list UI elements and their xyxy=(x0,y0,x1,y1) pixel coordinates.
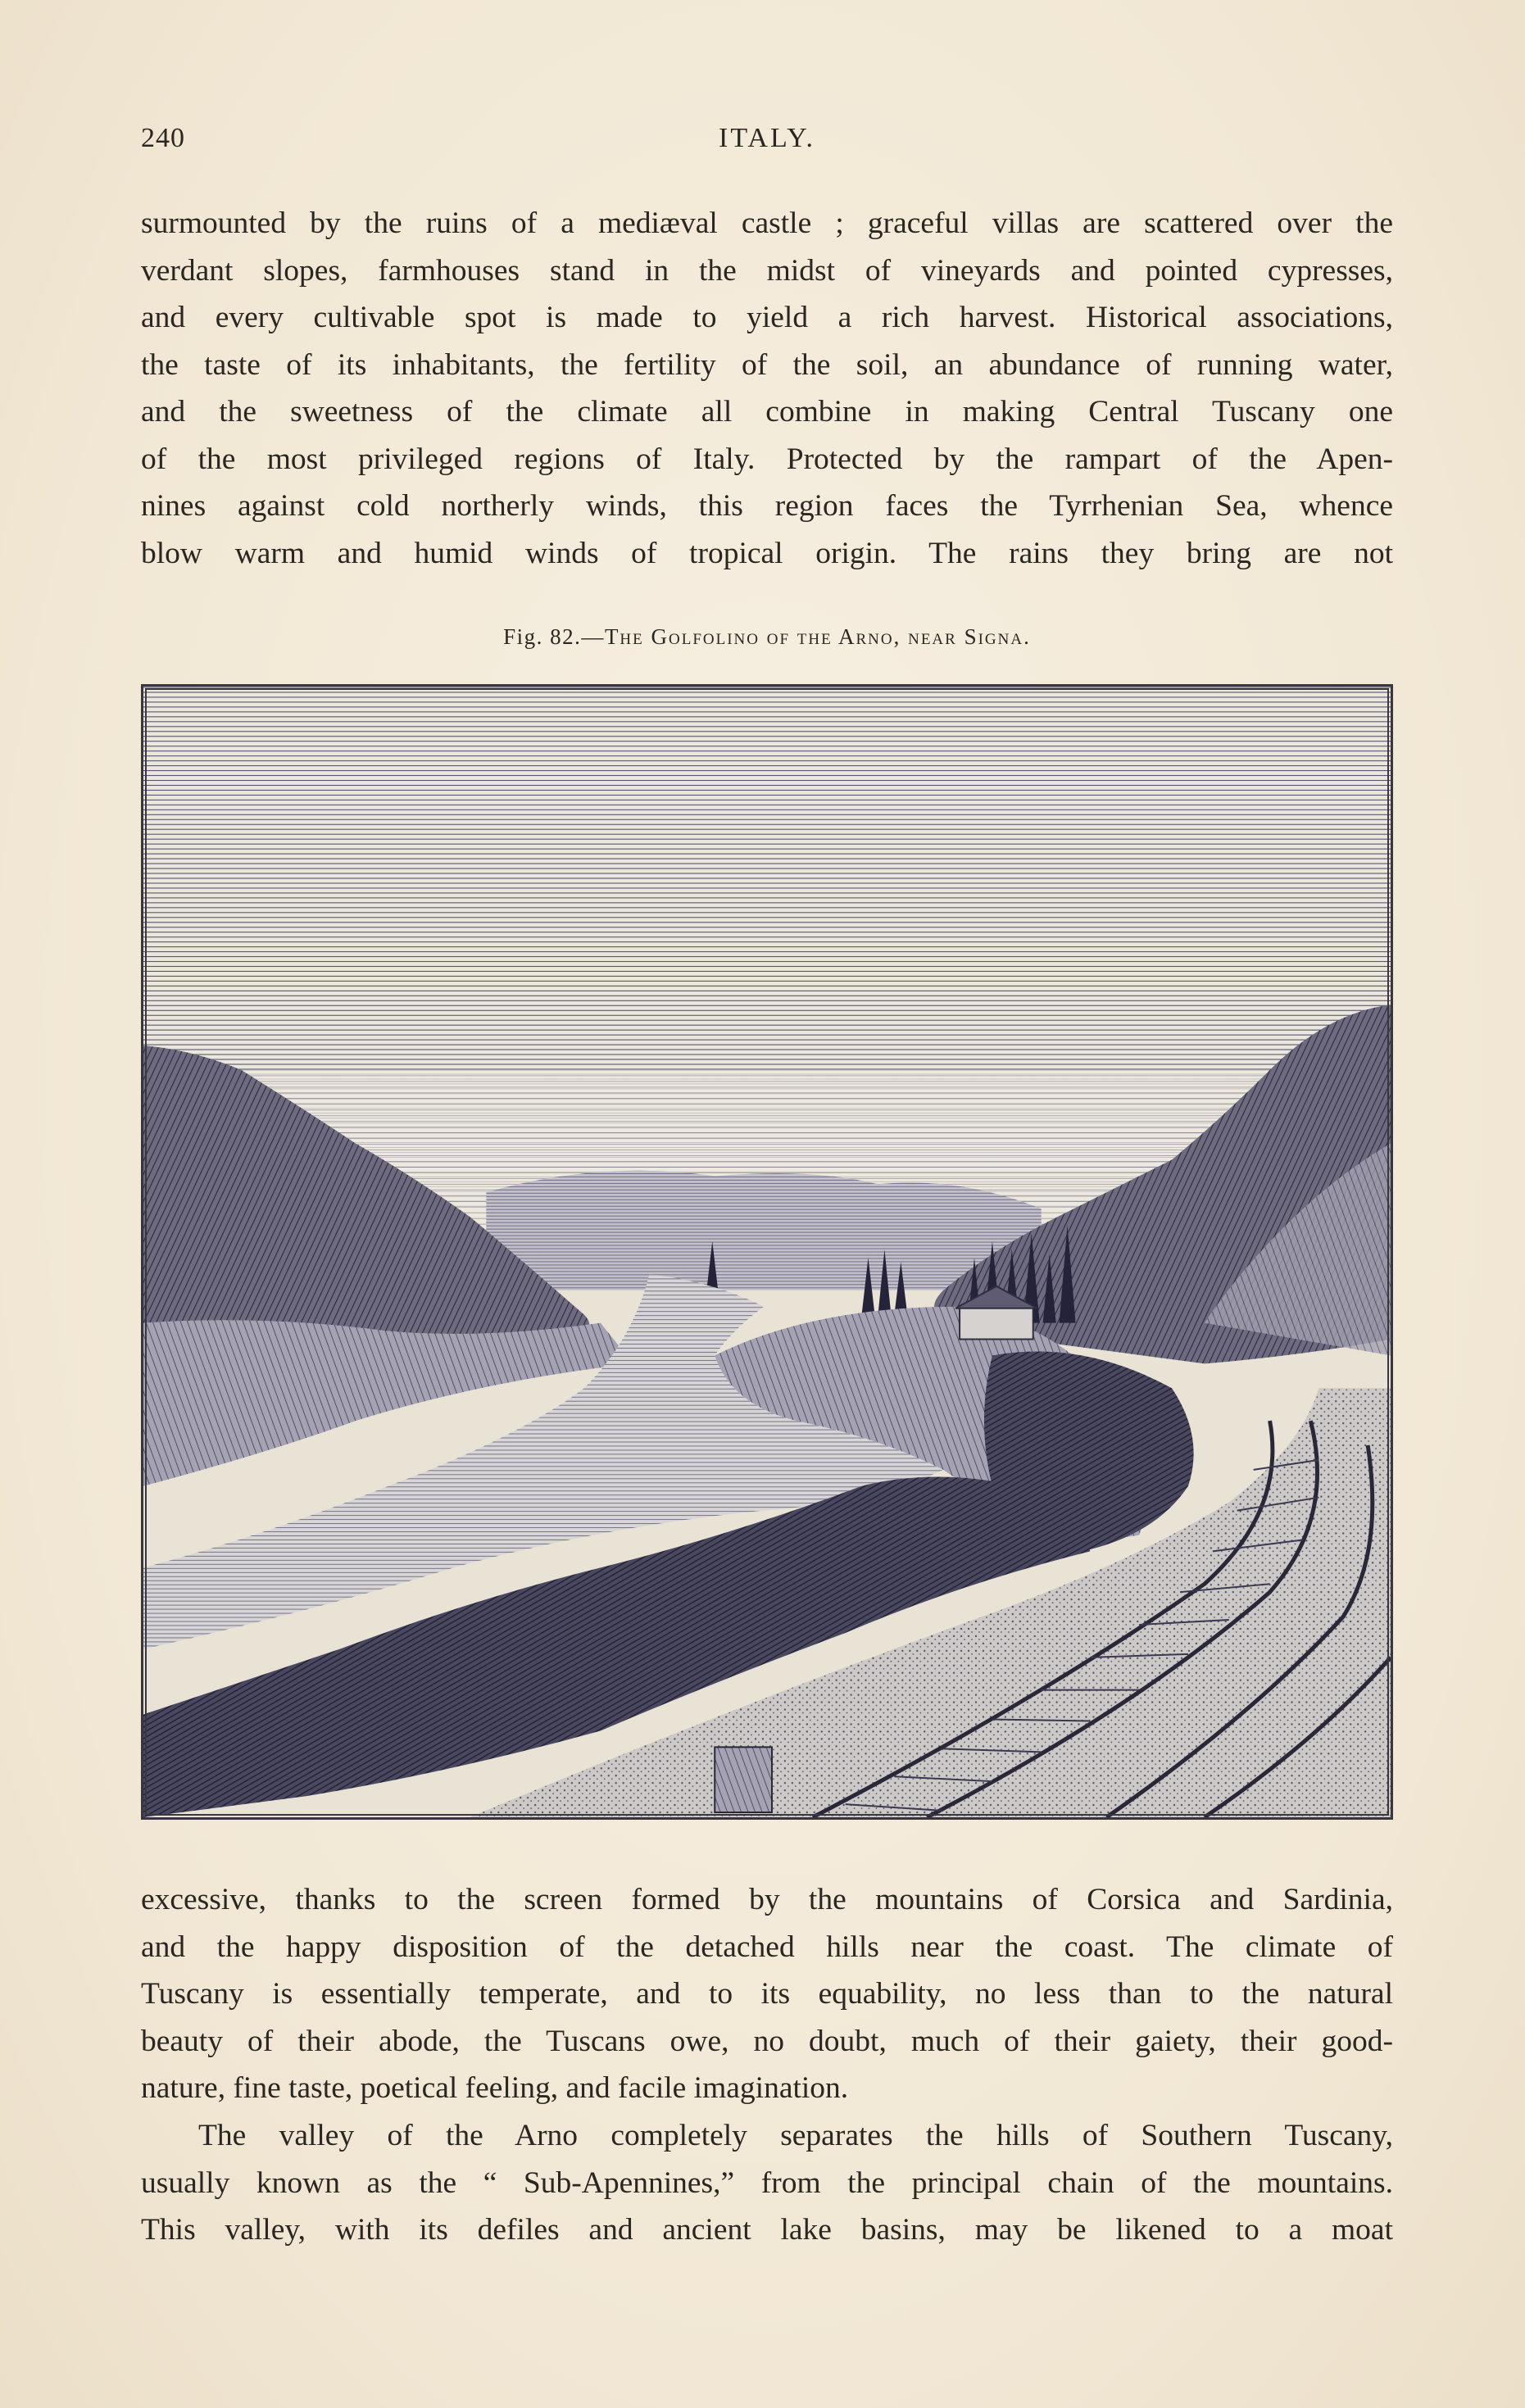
figure-title: The Golfolino of the Arno, near Signa. xyxy=(604,624,1031,649)
text-line: of the most privileged regions of Italy. Protected by the rampart of the Apen- xyxy=(141,442,1393,476)
text-line: The valley of the Arno completely separates the hills of Southern Tuscany, xyxy=(198,2119,1393,2152)
distant-hills xyxy=(486,1171,1041,1290)
text-line: nature, fine taste, poetical feeling, and facile imagination. xyxy=(141,2071,849,2105)
text-line: the taste of its inhabitants, the fertility of the soil, an abundance of running water, xyxy=(141,347,1393,382)
page-number: 240 xyxy=(141,123,185,153)
text-line: verdant slopes, farmhouses stand in the midst of vineyards and pointed cypresses, xyxy=(141,253,1393,288)
stone-marker xyxy=(715,1747,772,1812)
text-line: excessive, thanks to the screen formed by the mountains of Corsica and Sardinia, xyxy=(141,1883,1393,1916)
text-line: and the sweetness of the climate all combine in making Central Tuscany one xyxy=(141,395,1393,429)
text-line: nines against cold northerly winds, this region faces the Tyrrhenian Sea, whence xyxy=(141,489,1393,523)
text-line: Tuscany is essentially temperate, and to its equability, no less than to the natural xyxy=(141,1977,1393,2011)
figure-number: Fig. 82.— xyxy=(503,624,605,649)
text-line: and every cultivable spot is made to yield a rich harvest. Historical associations, xyxy=(141,301,1393,334)
text-line: blow warm and humid winds of tropical origin. The rains they bring are not xyxy=(141,536,1393,570)
page-header xyxy=(141,123,1393,164)
running-title: ITALY. xyxy=(719,123,815,153)
figure-caption xyxy=(141,624,1393,650)
paragraph-middle xyxy=(141,1876,1393,2112)
paragraph-bottom xyxy=(141,2112,1393,2254)
engraving-landscape xyxy=(143,687,1391,1817)
text-line: This valley, with its defiles and ancient lake basins, may be likened to a moat xyxy=(141,2213,1393,2247)
text-line: beauty of their abode, the Tuscans owe, no doubt, much of their gaiety, their good- xyxy=(141,2024,1393,2058)
text-line: surmounted by the ruins of a mediæval castle ; graceful villas are scattered over the xyxy=(141,206,1393,240)
engraving-illustration xyxy=(141,684,1393,1820)
paragraph-top xyxy=(141,200,1393,577)
text-line: and the happy disposition of the detached hills near the coast. The climate of xyxy=(141,1930,1393,1964)
text-line: usually known as the “ Sub-Apennines,” from the principal chain of the mountains. xyxy=(141,2165,1393,2200)
